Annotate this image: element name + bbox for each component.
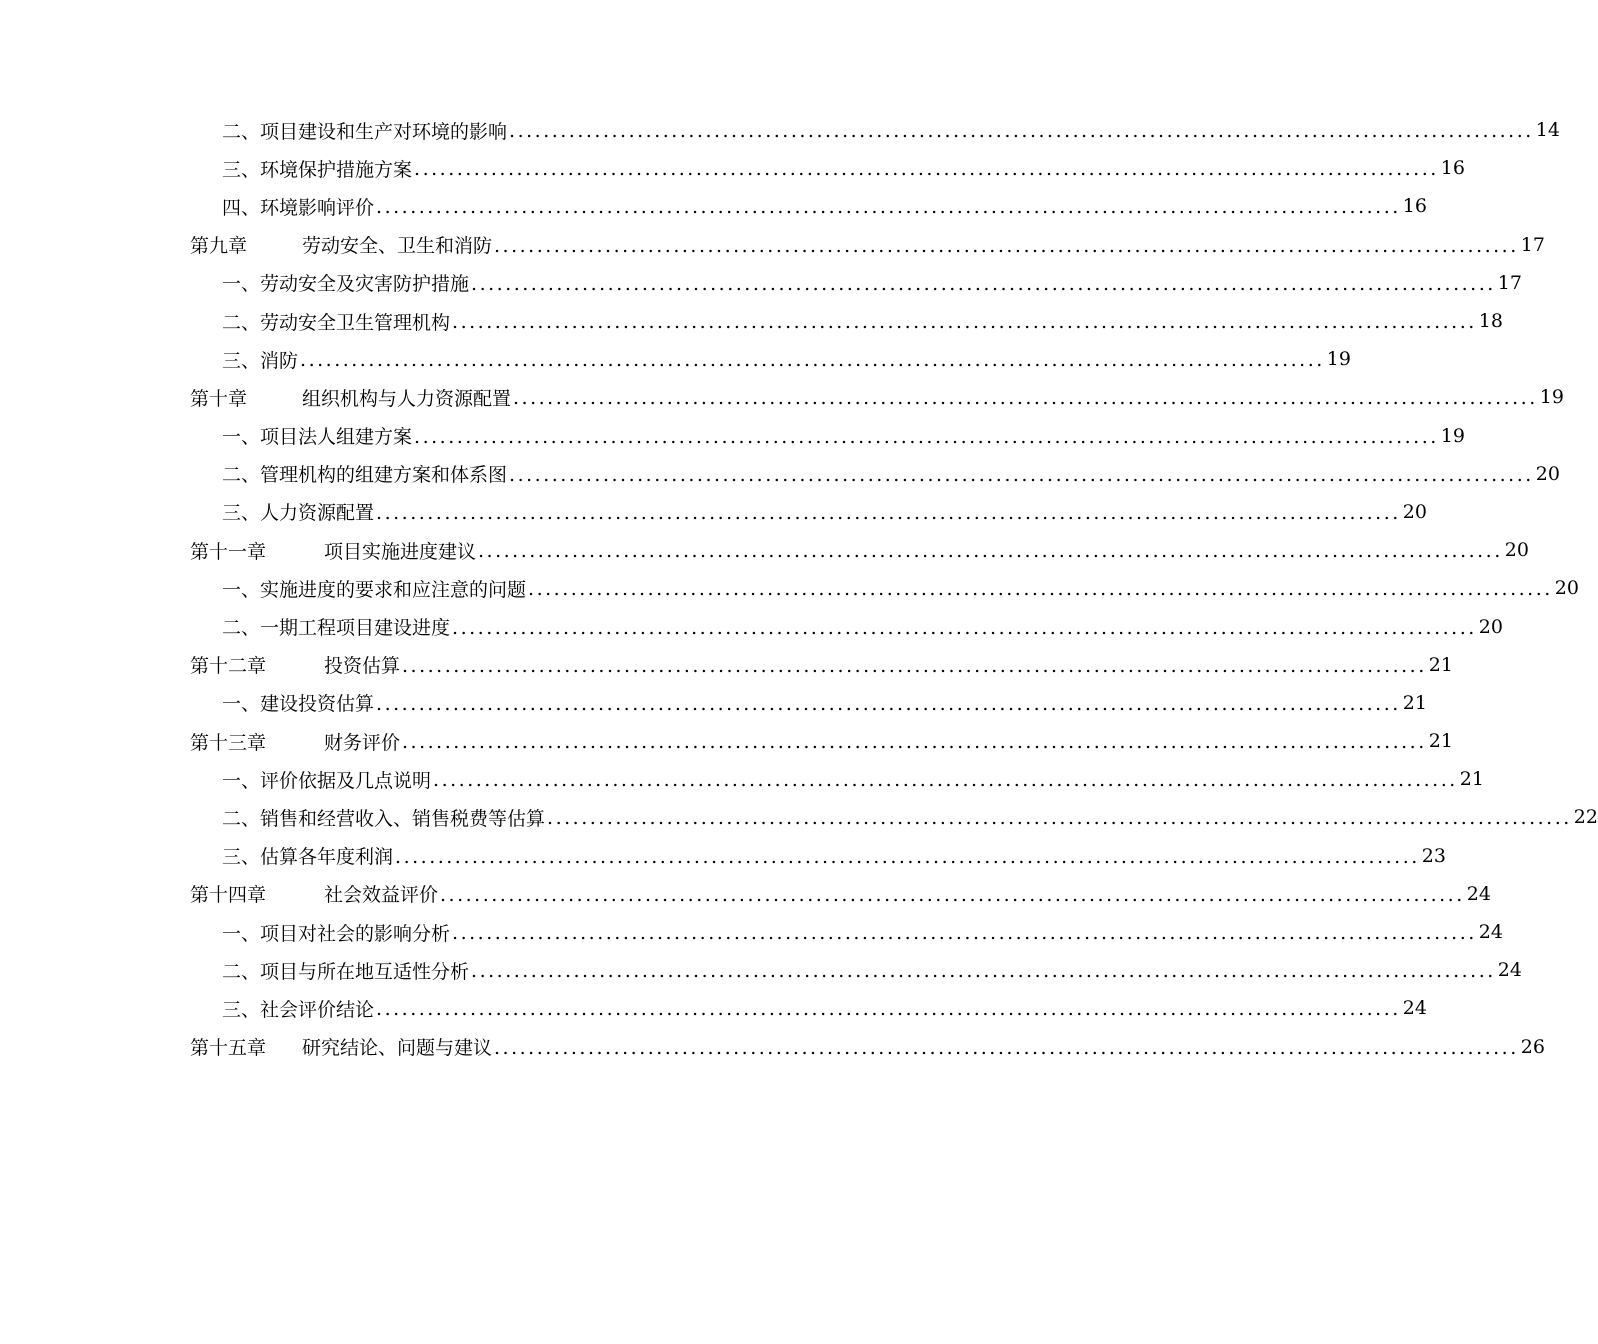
- toc-entry-number: 一、: [222, 426, 261, 449]
- toc-entry-title: 估算各年度利润: [260, 846, 394, 869]
- toc-page-number: 18: [1478, 310, 1503, 333]
- toc-dot-leader: ........................................................................................................................: [376, 998, 1401, 1021]
- toc-page-number: 19: [1539, 386, 1564, 409]
- toc-entry-number: 三、: [222, 846, 261, 869]
- toc-section-entry[interactable]: [190, 684, 1427, 722]
- toc-entry-number: 一、: [222, 922, 261, 945]
- toc-dot-leader: ........................................................................................................................: [433, 769, 1458, 792]
- toc-dot-leader: ........................................................................................................................: [452, 922, 1477, 945]
- toc-dot-leader: ........................................................................................................................: [300, 349, 1325, 372]
- toc-chapter-entry[interactable]: [190, 531, 1529, 569]
- toc-section-entry[interactable]: [190, 149, 1465, 187]
- toc-section-entry[interactable]: [190, 798, 1598, 836]
- toc-entry-title: 项目建设和生产对环境的影响: [260, 120, 508, 143]
- toc-section-entry[interactable]: [190, 417, 1465, 455]
- toc-section-entry[interactable]: [190, 760, 1484, 798]
- toc-page-number: 24: [1466, 882, 1491, 905]
- toc-section-entry[interactable]: [190, 569, 1579, 607]
- toc-entry-number: 三、: [222, 349, 261, 372]
- toc-section-entry[interactable]: [190, 111, 1560, 149]
- toc-entry-number: 第九章: [190, 235, 248, 258]
- toc-entry-title: 消防: [260, 349, 299, 372]
- toc-entry-number: 三、: [222, 158, 261, 181]
- toc-section-entry[interactable]: [190, 187, 1427, 225]
- toc-dot-leader: ........................................................................................................................: [402, 731, 1427, 754]
- toc-entry-title: 投资估算: [324, 655, 401, 678]
- toc-chapter-entry[interactable]: [190, 722, 1453, 760]
- toc-page-number: 20: [1504, 539, 1529, 562]
- toc-entry-number: 第十一章: [190, 540, 267, 563]
- toc-dot-leader: ........................................................................................................................: [452, 616, 1477, 639]
- toc-page-number: 21: [1459, 768, 1484, 791]
- toc-page-number: 20: [1535, 462, 1560, 485]
- toc-entry-title: 劳动安全及灾害防护措施: [260, 273, 470, 296]
- toc-entry-title: 组织机构与人力资源配置: [302, 387, 512, 410]
- toc-dot-leader: ........................................................................................................................: [547, 807, 1572, 830]
- toc-page-number: 17: [1497, 271, 1522, 294]
- toc-section-entry[interactable]: [190, 493, 1427, 531]
- toc-section-entry[interactable]: [190, 302, 1503, 340]
- toc-section-entry[interactable]: [190, 913, 1503, 951]
- toc-entry-title: 劳动安全、卫生和消防: [302, 235, 493, 258]
- toc-entry-title: 劳动安全卫生管理机构: [260, 311, 451, 334]
- toc-section-entry[interactable]: [190, 607, 1503, 645]
- toc-chapter-entry[interactable]: [190, 1028, 1545, 1066]
- toc-section-entry[interactable]: [190, 837, 1446, 875]
- toc-page-number: 21: [1402, 691, 1427, 714]
- toc-dot-leader: ........................................................................................................................: [509, 120, 1534, 143]
- toc-chapter-entry[interactable]: [190, 646, 1453, 684]
- toc-page-number: 21: [1428, 653, 1453, 676]
- toc-page-number: 20: [1554, 577, 1579, 600]
- toc-entry-number: 三、: [222, 502, 261, 525]
- toc-dot-leader: ........................................................................................................................: [414, 158, 1439, 181]
- toc-entry-title: 项目法人组建方案: [260, 426, 413, 449]
- toc-page-number: 24: [1402, 997, 1427, 1020]
- toc-page-number: 16: [1402, 195, 1427, 218]
- toc-entry-number: 第十五章: [190, 1037, 267, 1060]
- toc-dot-leader: ........................................................................................................................: [471, 272, 1496, 295]
- toc-page-number: 20: [1478, 615, 1503, 638]
- toc-entry-number: 二、: [222, 807, 261, 830]
- toc-entry-title: 社会评价结论: [260, 998, 375, 1021]
- toc-dot-leader: ........................................................................................................................: [376, 501, 1401, 524]
- toc-dot-leader: ........................................................................................................................: [528, 578, 1553, 601]
- toc-entry-title: 人力资源配置: [260, 502, 375, 525]
- toc-dot-leader: ........................................................................................................................: [452, 311, 1477, 334]
- toc-dot-leader: ........................................................................................................................: [376, 196, 1401, 219]
- toc-entry-title: 一期工程项目建设进度: [260, 617, 451, 640]
- toc-page-number: 14: [1535, 119, 1560, 142]
- toc-entry-number: 第十二章: [190, 655, 267, 678]
- toc-dot-leader: ........................................................................................................................: [414, 425, 1439, 448]
- toc-page-number: 19: [1440, 424, 1465, 447]
- toc-dot-leader: ........................................................................................................................: [509, 463, 1534, 486]
- toc-entry-title: 管理机构的组建方案和体系图: [260, 464, 508, 487]
- toc-dot-leader: ........................................................................................................................: [395, 845, 1420, 868]
- toc-page-number: 23: [1421, 844, 1446, 867]
- toc-entry-title: 环境影响评价: [260, 196, 375, 219]
- toc-chapter-entry[interactable]: [190, 378, 1564, 416]
- toc-dot-leader: ........................................................................................................................: [440, 883, 1465, 906]
- toc-entry-number: 二、: [222, 311, 261, 334]
- toc-dot-leader: ........................................................................................................................: [376, 692, 1401, 715]
- toc-page-number: 20: [1402, 500, 1427, 523]
- toc-chapter-entry[interactable]: [190, 226, 1545, 264]
- toc-entry-title: 项目对社会的影响分析: [260, 922, 451, 945]
- toc-chapter-entry[interactable]: [190, 875, 1491, 913]
- toc-entry-number: 一、: [222, 769, 261, 792]
- toc-entry-number: 一、: [222, 578, 261, 601]
- toc-entry-number: 第十章: [190, 387, 248, 410]
- toc-entry-title: 建设投资估算: [260, 693, 375, 716]
- toc-page-number: 17: [1520, 233, 1545, 256]
- toc-page-number: 24: [1497, 959, 1522, 982]
- toc-dot-leader: ........................................................................................................................: [471, 960, 1496, 983]
- toc-entry-number: 二、: [222, 960, 261, 983]
- toc-entry-title: 实施进度的要求和应注意的问题: [260, 578, 527, 601]
- toc-page-number: 26: [1520, 1035, 1545, 1058]
- toc-page-number: 16: [1440, 157, 1465, 180]
- toc-page-number: 24: [1478, 921, 1503, 944]
- toc-entry-number: 第十三章: [190, 731, 267, 754]
- toc-dot-leader: ........................................................................................................................: [494, 234, 1519, 257]
- toc-entry-number: 二、: [222, 464, 261, 487]
- toc-entry-number: 三、: [222, 998, 261, 1021]
- toc-entry-number: 二、: [222, 120, 261, 143]
- toc-entry-number: 二、: [222, 617, 261, 640]
- toc-page-number: 22: [1573, 806, 1598, 829]
- toc-entry-title: 项目实施进度建议: [324, 540, 477, 563]
- toc-entry-number: 第十四章: [190, 884, 267, 907]
- toc-entry-number: 四、: [222, 196, 261, 219]
- toc-dot-leader: ........................................................................................................................: [478, 540, 1503, 563]
- toc-entry-title: 社会效益评价: [324, 884, 439, 907]
- toc-section-entry[interactable]: [190, 264, 1522, 302]
- toc-dot-leader: ........................................................................................................................: [494, 1036, 1519, 1059]
- table-of-contents: [190, 111, 1598, 1066]
- toc-entry-number: 一、: [222, 273, 261, 296]
- toc-entry-title: 评价依据及几点说明: [260, 769, 432, 792]
- toc-entry-title: 销售和经营收入、销售税费等估算: [260, 807, 546, 830]
- toc-page-number: 19: [1326, 348, 1351, 371]
- toc-section-entry[interactable]: [190, 951, 1522, 989]
- toc-entry-title: 项目与所在地互适性分析: [260, 960, 470, 983]
- toc-entry-title: 研究结论、问题与建议: [302, 1037, 493, 1060]
- toc-section-entry[interactable]: [190, 989, 1427, 1027]
- toc-entry-title: 环境保护措施方案: [260, 158, 413, 181]
- toc-entry-title: 财务评价: [324, 731, 401, 754]
- toc-page-number: 21: [1428, 730, 1453, 753]
- toc-dot-leader: ........................................................................................................................: [402, 654, 1427, 677]
- toc-section-entry[interactable]: [190, 455, 1560, 493]
- toc-section-entry[interactable]: [190, 340, 1351, 378]
- toc-dot-leader: ........................................................................................................................: [513, 387, 1538, 410]
- toc-entry-number: 一、: [222, 693, 261, 716]
